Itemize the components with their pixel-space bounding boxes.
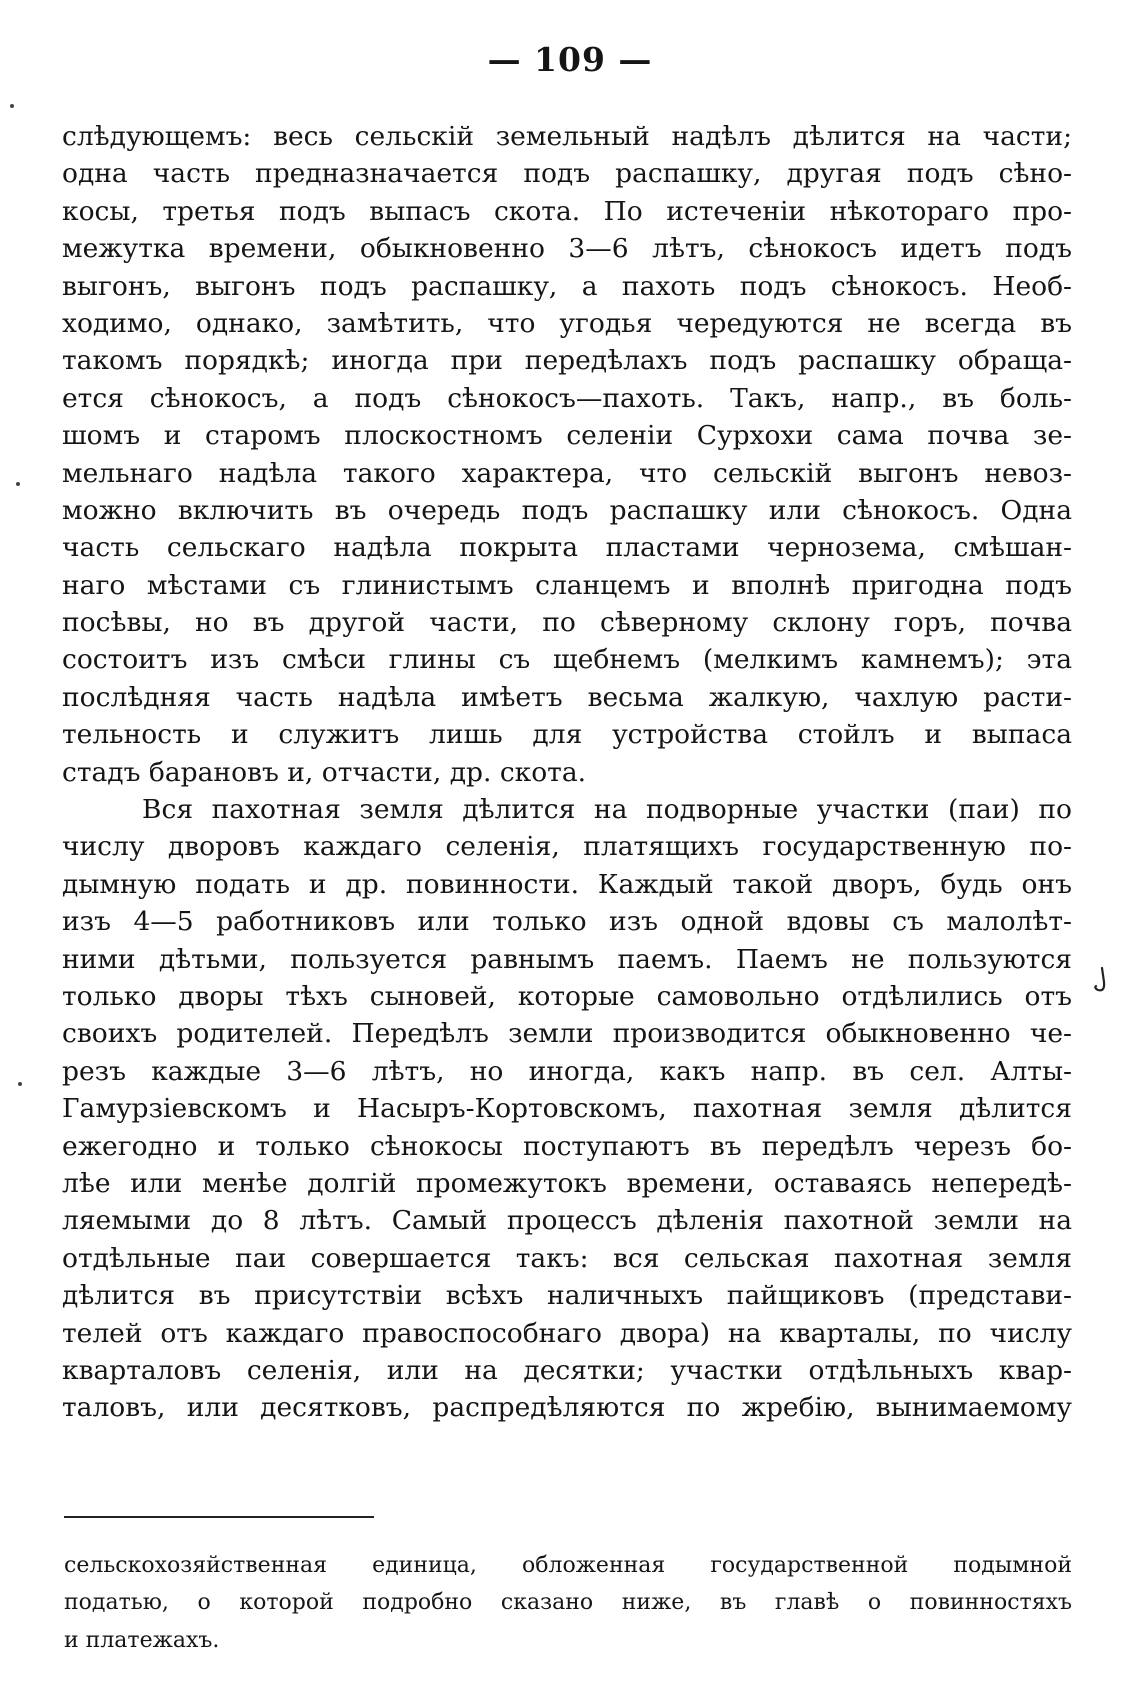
text-line: телей отъ каждаго правоспособнаго двора) на кварталы, по числу — [62, 1317, 1072, 1349]
footnote-line: податью, о которой подробно сказано ниже, въ главѣ о повинностяхъ — [64, 1590, 1072, 1616]
text-line: послѣдняя часть надѣла имѣетъ весьма жалкую, чахлую расти- — [62, 681, 1072, 713]
text-line: слѣдующемъ: весь сельскій земельный надѣлъ дѣлится на части; — [62, 121, 1072, 152]
text-line: одна часть предназначается подъ распашку, другая подъ сѣно- — [62, 158, 1072, 190]
text-line: стадъ барановъ и, отчасти, др. скота. — [62, 756, 587, 788]
text-line: часть сельскаго надѣла покрыта пластами чернозема, смѣшан- — [62, 532, 1072, 564]
text-line: посѣвы, но въ другой части, по сѣверному склону горъ, почва — [62, 607, 1072, 639]
text-line: резъ каждые 3—6 лѣтъ, но иногда, какъ напр. въ сел. Алты- — [62, 1055, 1072, 1087]
paper-speck — [18, 1082, 22, 1086]
text-line: таловъ, или десятковъ, распредѣляются по жребію, вынимаемому — [62, 1392, 1072, 1424]
text-line: шомъ и старомъ плоскостномъ селеніи Сурхохи сама почва зе- — [62, 420, 1072, 452]
text-line: ними дѣтьми, пользуется равнымъ паемъ. Паемъ не пользуются — [62, 943, 1072, 975]
text-line: кварталовъ селенія, или на десятки; участки отдѣльныхъ квар- — [62, 1354, 1072, 1386]
text-line: дымную подать и др. повинности. Каждый такой дворъ, будь онъ — [62, 868, 1072, 900]
text-line: наго мѣстами съ глинистымъ сланцемъ и вполнѣ пригодна подъ — [62, 569, 1072, 601]
text-line: дѣлится въ присутствіи всѣхъ наличныхъ пайщиковъ (представи- — [62, 1280, 1072, 1312]
text-line: ется сѣнокосъ, а подъ сѣнокосъ—пахоть. Такъ, напр., въ боль- — [62, 382, 1072, 414]
text-line: только дворы тѣхъ сыновей, которые самовольно отдѣлились отъ — [62, 980, 1072, 1012]
text-line: ежегодно и только сѣнокосы поступаютъ въ передѣлъ черезъ бо- — [62, 1130, 1072, 1162]
text-line: отдѣльные паи совершается такъ: вся сельская пахотная земля — [62, 1242, 1072, 1274]
main-text — [62, 118, 1072, 1427]
text-line: Гамурзіевскомъ и Насыръ-Кортовскомъ, пахотная земля дѣлится — [62, 1093, 1072, 1125]
footnote — [64, 1550, 1072, 1662]
text-line: косы, третья подъ выпасъ скота. По истеченіи нѣкотораго про- — [62, 195, 1072, 227]
paper-speck — [16, 482, 20, 486]
text-line: ходимо, однако, замѣтить, что угодья чередуются не всегда въ — [62, 307, 1072, 339]
text-line: мельнаго надѣла такого характера, что сельскій выгонъ невоз- — [62, 457, 1072, 489]
paper-speck — [10, 104, 14, 108]
text-line: ляемыми до 8 лѣтъ. Самый процессъ дѣленія пахотной земли на — [62, 1205, 1072, 1237]
text-line: такомъ порядкѣ; иногда при передѣлахъ подъ распашку обраща- — [62, 345, 1072, 377]
paragraph-1 — [62, 118, 1072, 791]
text-line: выгонъ, выгонъ подъ распашку, а пахоть подъ сѣнокосъ. Необ- — [62, 270, 1072, 302]
text-line: состоитъ изъ смѣси глины съ щебнемъ (мелкимъ камнемъ); эта — [62, 644, 1072, 676]
text-line: можно включить въ очередь подъ распашку или сѣнокосъ. Одна — [62, 494, 1072, 526]
text-line: числу дворовъ каждаго селенія, платящихъ государственную по- — [62, 831, 1072, 863]
footnote-divider — [64, 1516, 374, 1518]
text-line: тельность и служитъ лишь для устройства стойлъ и выпаса — [62, 719, 1072, 751]
text-line: Вся пахотная земля дѣлится на подворные участки (паи) по — [142, 794, 1072, 826]
page-number: — 109 — — [487, 40, 653, 79]
handwritten-tick-icon — [1092, 966, 1124, 998]
paragraph-2 — [62, 791, 1072, 1427]
text-line: своихъ родителей. Передѣлъ земли производится обыкновенно че- — [62, 1018, 1072, 1050]
footnote-line: сельскохозяйственная единица, обложенная государственной подымной — [64, 1553, 1072, 1578]
text-line: межутка времени, обыкновенно 3—6 лѣтъ, сѣнокосъ идетъ подъ — [62, 233, 1072, 265]
footnote-line: и платежахъ. — [64, 1627, 220, 1653]
text-line: лѣе или менѣе долгій промежутокъ времени, оставаясь непередѣ- — [62, 1167, 1072, 1199]
text-line: изъ 4—5 работниковъ или только изъ одной вдовы съ малолѣт- — [62, 906, 1072, 938]
